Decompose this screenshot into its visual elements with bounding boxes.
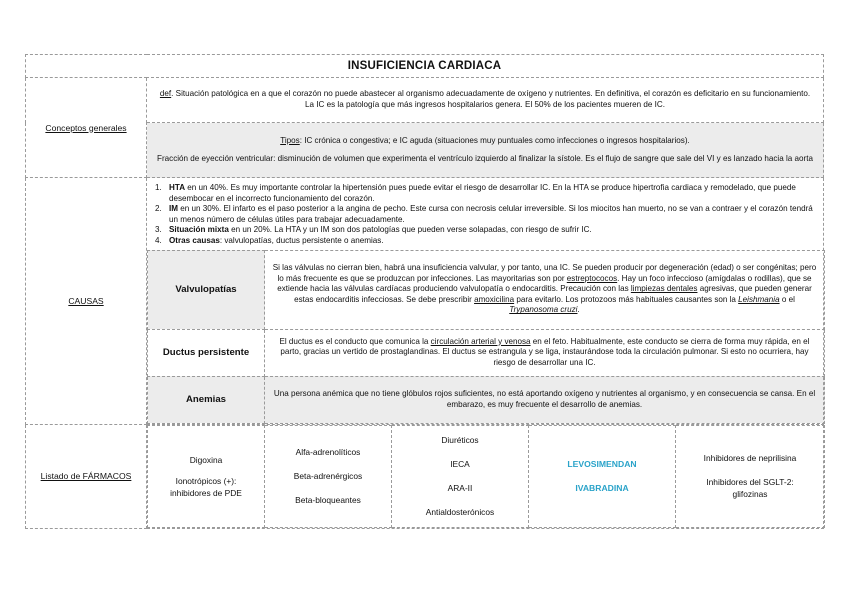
farmacos-label: Listado de FÁRMACOS	[26, 424, 147, 528]
ductus-label: Ductus persistente	[148, 329, 265, 376]
drug-item: Alfa-adrenolíticos	[295, 447, 361, 458]
conceptos-label: Conceptos generales	[26, 78, 147, 178]
tipos-cell	[147, 123, 824, 178]
drug-item: LEVOSIMENDAN	[567, 459, 637, 470]
drug-item: Inhibidores del SGLT-2:	[706, 477, 794, 488]
drug-item: Beta-bloqueantes	[295, 495, 361, 506]
drug-item: ARA-II	[447, 483, 473, 494]
page-title: INSUFICIENCIA CARDIACA	[26, 55, 824, 78]
causes-list	[147, 178, 823, 250]
tipos-text: : IC crónica o congestiva; e IC aguda (situaciones muy puntuales como infecciones o ingresos hospitalarios).	[299, 135, 690, 145]
drugs-table	[147, 425, 825, 528]
drug-col-2	[265, 425, 392, 527]
drug-col-1	[148, 425, 265, 527]
fraccion-text: Fracción de eyección ventricular: disminución de volumen que experimenta el ventrículo izquierdo al finalizar la sístole. Es el flujo de sangre que sale del VI y es lanzado hacia la aorta	[157, 153, 813, 163]
causas-cell	[147, 178, 824, 425]
drug-item: glifozinas	[732, 489, 768, 500]
drug-item: Diuréticos	[441, 435, 479, 446]
drug-item: IVABRADINA	[575, 483, 629, 494]
causas-label: CAUSAS	[26, 178, 147, 425]
tipos-key: Tipos	[280, 135, 300, 145]
drug-col-4	[529, 425, 676, 527]
def-text: . Situación patológica en a que el corazón no puede abastecer al organismo adecuadamente de oxígeno y nutrientes. En definitiva, el corazón es deficitario en su funcionamiento.	[171, 89, 811, 99]
cause-item: 1. HTA en un 40%. Es muy importante controlar la hipertensión pues puede evitar el riesgo de desarrollar IC. En la HTA se produce hipertrofia cardiaca y remodelado, que puede desembocar en el incorrecto funcionamiento del corazón.	[155, 183, 796, 203]
drug-item: Digoxina	[189, 454, 223, 465]
valvulopatias-text: Si las válvulas no cierran bien, habrá una insuficiencia valvular, y por tanto, una IC. Se pueden producir por degeneración (edad) o ser congénitas; pero lo más frecuente es que se produzcan por infecciones. Las mayoritarias son por estreptococos. Hay un foco infeccioso (amígdalas o rodillas), que se extiende hacia las válvulas cardíacas produciendo valvulopatía o endocarditis. Precaución con las limpiezas dentales agresivas, que pueden generar estas endocarditis infecciosas. Se debe prescribir amoxicilina para evitarlo. Los protozoos más habituales causantes son la Leishmania o el Trypanosoma cruzi.	[265, 250, 825, 329]
def-key: def	[159, 89, 172, 99]
anemias-text: Una persona anémica que no tiene glóbulos rojos suficientes, no está aportando oxígeno y nutrientes al organismo, y en consecuencia se cansa. En el embarazo, es muy frecuente el desarrollo de anemias.	[265, 376, 825, 423]
definition-cell	[147, 78, 824, 123]
causes-subtable	[147, 250, 825, 424]
drug-item: Inhibidores de neprilisina	[703, 453, 797, 464]
ductus-text: El ductus es el conducto que comunica la circulación arterial y venosa en el feto. Habitualmente, este conducto se cierra de forma muy rápida, en el parto, gracias un vertido de prostaglandinas. El ductus se estrangula y se liga, instaurándose toda la circulación pulmonar. Si esto no ocurriera, hay riesgo de desarrollar una IC.	[265, 329, 825, 376]
farmacos-cell	[147, 424, 824, 528]
cause-item: 3. Situación mixta en un 20%. La HTA y un IM son dos patologías que pueden verse solapadas, con riesgo de sufrir IC.	[155, 225, 592, 235]
valvulopatias-label: Valvulopatías	[148, 250, 265, 329]
def-text-2: La IC es la patología que más ingresos hospitalarios genera. El 50% de los pacientes mueren de IC.	[305, 100, 665, 109]
drug-item: IECA	[450, 459, 470, 470]
drug-col-5	[676, 425, 825, 527]
drug-item: inhibidores de PDE	[170, 487, 242, 498]
drug-item: Antialdosterónicos	[425, 507, 495, 518]
main-table	[25, 54, 824, 529]
cause-item: 2. IM en un 30%. El infarto es el paso posterior a la angina de pecho. Este cursa con necrosis celular irreversible. Si los miocitos han muerto, no se van a contraer y el corazón tendrá un menos número de células útiles para trabajar adecuadamente.	[155, 204, 813, 224]
cause-item: 4. Otras causas: valvulopatías, ductus persistente o anemias.	[155, 235, 384, 245]
anemias-label: Anemias	[148, 376, 265, 423]
drug-item: Ionotrópicos (+):	[175, 475, 237, 486]
drug-col-3	[392, 425, 529, 527]
drug-item: Beta-adrenérgicos	[293, 471, 363, 482]
